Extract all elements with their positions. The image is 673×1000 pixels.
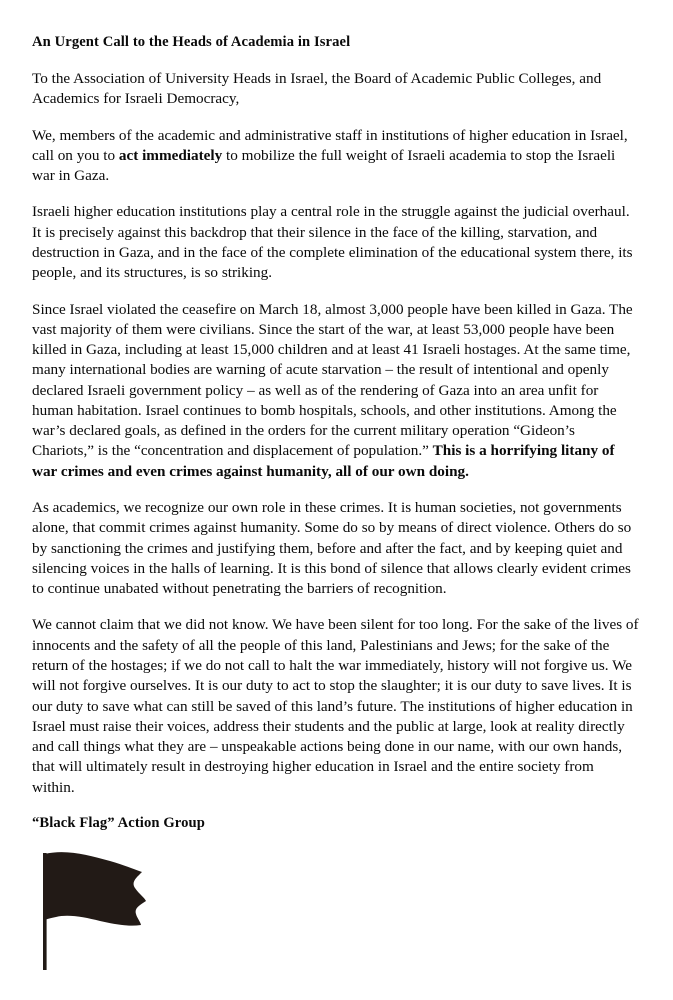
black-flag-icon [36,847,176,977]
paragraph-call-to-action [32,126,640,187]
flag-banner [45,852,146,926]
paragraph-addressee: To the Association of University Heads in Israel, the Board of Academic Public Colleges, and Academics for Israeli Democracy, [32,69,602,108]
paragraph-casualties [32,300,640,483]
call-text-before-emphasis: We, members of the academic and administrative staff in institutions of higher education in Israel, call on you to [32,126,628,164]
paragraph-conclusion: We cannot claim that we did not know. We have been silent for too long. For the sake of the lives of innocents and the safety of all the people of this land, Palestinians and Jews; for the sake of the return of the hostages; if we do not call to halt the war immediately, history will not forgive us. We will not forgive ourselves. It is our duty to act to stop the slaughter; it is our duty to save lives. It is our duty to save what can still be saved of this land’s future. The institutions of higher education in Israel must raise their voices, address their students and the public at large, look at reality directly and call things what they are – unspeakable actions being done in our name, with our own hands, that will ultimately result in destroying higher education in Israel and the entire society from within. [32,616,639,796]
page-title: An Urgent Call to the Heads of Academia in Israel [32,34,351,50]
paragraph-academics-role: As academics, we recognize our own role in these crimes. It is human societies, not governments alone, that commit crimes against humanity. Some do so by means of direct violence. Others do so by sanctioning the crimes and justifying them, before and after the fact, and by keeping quiet and silencing voices in the halls of learning. It is this bond of silence that allows clearly evident crimes to continue unabated without penetrating the barriers of recognition. [32,499,632,598]
signature-line: “Black Flag” Action Group [32,814,205,831]
black-flag-image [36,847,176,977]
casualties-text: Since Israel violated the ceasefire on March 18, almost 3,000 people have been killed in Gaza. The vast majority of them were civilians. Since the start of the war, at least 53,000 people have been killed in Gaza, including at least 15,000 children and at least 41 Israeli hostages. At the same time, many international bodies are warning of acute starvation – the result of intentional and openly declared Israeli government policy – as well as of the rendering of Gaza into an area unfit for human habitation. Israel continues to bomb hospitals, schools, and other institutions. Among the war’s declared goals, as defined in the orders for the current military operation “Gideon’s Chariots,” is the “concentration and displacement of population.” [32,300,633,460]
call-text-after-emphasis: to mobilize the full weight of Israeli academia to stop the Israeli war in Gaza. [32,146,616,185]
casualties-emphasis: This is a horrifying litany of war crimes and even crimes against humanity, all of our own doing. [32,442,615,480]
paragraph-central-role: Israeli higher education institutions play a central role in the struggle against the judicial overhaul. It is precisely against this backdrop that their silence in the face of the killing, starvation, and destruction in Gaza, and in the face of the complete elimination of the educational system there, its people, and its structures, is so striking. [32,203,633,282]
call-emphasis: act immediately [118,146,223,164]
